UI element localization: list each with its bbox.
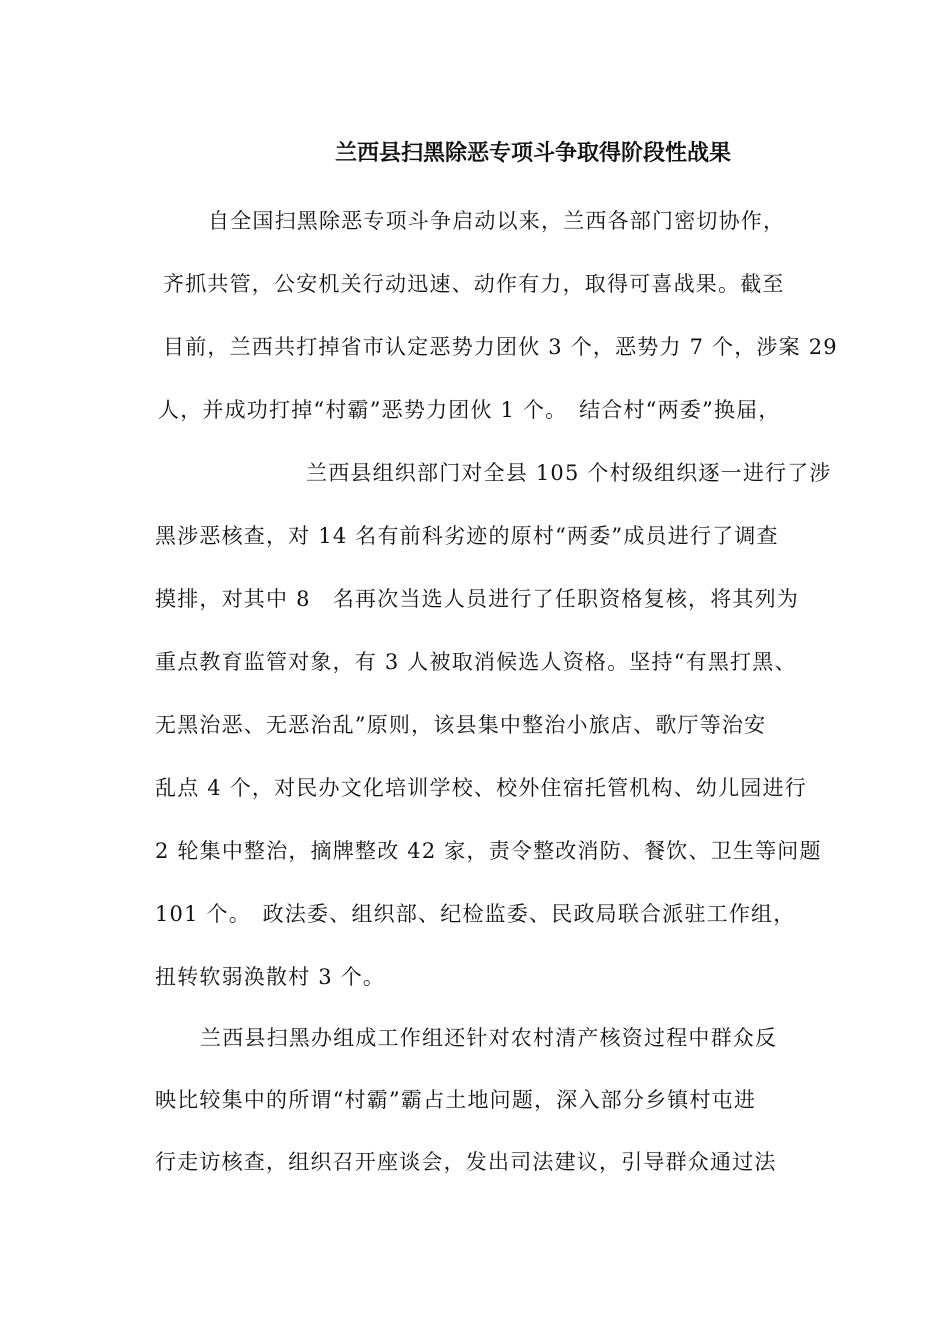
body-line: 人，并成功打掉“村霸”恶势力团伙 1 个。 结合村“两委”换届， bbox=[158, 398, 781, 422]
body-line: 重点教育监管对象，有 3 人被取消候选人资格。坚持“有黑打黑、 bbox=[155, 650, 797, 674]
body-line: 2 轮集中整治，摘牌整改 42 家，责令整改消防、餐饮、卫生等问题 bbox=[155, 839, 822, 863]
body-line: 兰西县组织部门对全县 105 个村级组织逐一进行了涉 bbox=[306, 461, 832, 485]
body-line: 齐抓共管，公安机关行动迅速、动作有力，取得可喜战果。截至 bbox=[163, 272, 785, 296]
body-line: 映比较集中的所谓“村霸”霸占土地问题，深入部分乡镇村屯进 bbox=[155, 1088, 757, 1112]
body-line: 扭转软弱涣散村 3 个。 bbox=[155, 965, 386, 989]
body-line: 101 个。 政法委、组织部、纪检监委、民政局联合派驻工作组， bbox=[155, 902, 796, 926]
body-line: 乱点 4 个，对民办文化培训学校、校外住宿托管机构、幼儿园进行 bbox=[155, 776, 807, 800]
body-line: 兰西县扫黑办组成工作组还针对农村清产核资过程中群众反 bbox=[200, 1026, 778, 1050]
body-line: 黑涉恶核查，对 14 名有前科劣迹的原村“两委”成员进行了调查 bbox=[155, 524, 779, 548]
body-line: 无黑治恶、无恶治乱”原则，该县集中整治小旅店、歌厅等治安 bbox=[155, 713, 767, 737]
body-line: 行走访核查，组织召开座谈会，发出司法建议，引导群众通过法 bbox=[155, 1150, 777, 1174]
body-line: 摸排，对其中 8 名再次当选人员进行了任职资格复核，将其列为 bbox=[155, 587, 800, 611]
body-line: 自全国扫黑除恶专项斗争启动以来，兰西各部门密切协作， bbox=[208, 209, 786, 233]
body-line: 目前，兰西共打掉省市认定恶势力团伙 3 个，恶势力 7 个，涉案 29 bbox=[163, 335, 838, 359]
document-title: 兰西县扫黑除恶专项斗争取得阶段性战果 bbox=[335, 140, 732, 166]
